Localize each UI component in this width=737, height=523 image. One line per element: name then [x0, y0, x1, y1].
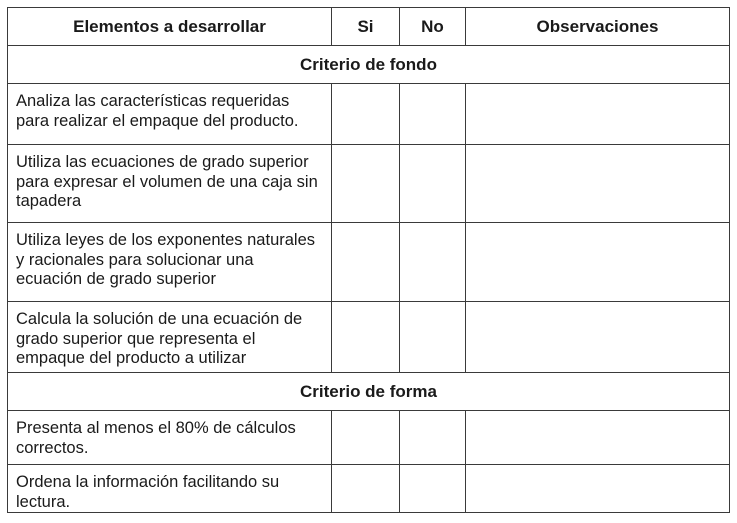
no-cell[interactable]: [400, 145, 466, 223]
observaciones-cell[interactable]: [466, 411, 730, 465]
section-title-fondo: Criterio de fondo: [8, 46, 730, 84]
si-cell[interactable]: [332, 411, 400, 465]
table-row: [8, 223, 730, 302]
si-cell[interactable]: [332, 223, 400, 302]
header-row: [8, 8, 730, 46]
header-si: Si: [332, 8, 400, 46]
criterion-text: Calcula la solución de una ecuación de grado superior que representa el empaque del producto a utilizar: [8, 302, 332, 373]
observaciones-cell[interactable]: [466, 302, 730, 373]
si-cell[interactable]: [332, 84, 400, 145]
si-cell[interactable]: [332, 465, 400, 513]
section-row-forma: [8, 373, 730, 411]
criterion-text: Utiliza leyes de los exponentes naturales y racionales para solucionar una ecuación de grado superior: [8, 223, 332, 302]
section-row-fondo: [8, 46, 730, 84]
no-cell[interactable]: [400, 411, 466, 465]
table-row: [8, 302, 730, 373]
evaluation-rubric-table: [7, 7, 730, 513]
criterion-text: Presenta al menos el 80% de cálculos correctos.: [8, 411, 332, 465]
observaciones-cell[interactable]: [466, 145, 730, 223]
criterion-text: Analiza las características requeridas para realizar el empaque del producto.: [8, 84, 332, 145]
observaciones-cell[interactable]: [466, 465, 730, 513]
criterion-text: Ordena la información facilitando su lectura.: [8, 465, 332, 513]
observaciones-cell[interactable]: [466, 84, 730, 145]
table-row: [8, 145, 730, 223]
header-observaciones: Observaciones: [466, 8, 730, 46]
header-elementos: Elementos a desarrollar: [8, 8, 332, 46]
no-cell[interactable]: [400, 223, 466, 302]
no-cell[interactable]: [400, 84, 466, 145]
si-cell[interactable]: [332, 145, 400, 223]
observaciones-cell[interactable]: [466, 223, 730, 302]
section-title-forma: Criterio de forma: [8, 373, 730, 411]
no-cell[interactable]: [400, 302, 466, 373]
table-row: [8, 465, 730, 513]
criterion-text: Utiliza las ecuaciones de grado superior para expresar el volumen de una caja sin tapadera: [8, 145, 332, 223]
table-row: [8, 411, 730, 465]
no-cell[interactable]: [400, 465, 466, 513]
header-no: No: [400, 8, 466, 46]
si-cell[interactable]: [332, 302, 400, 373]
table-row: [8, 84, 730, 145]
